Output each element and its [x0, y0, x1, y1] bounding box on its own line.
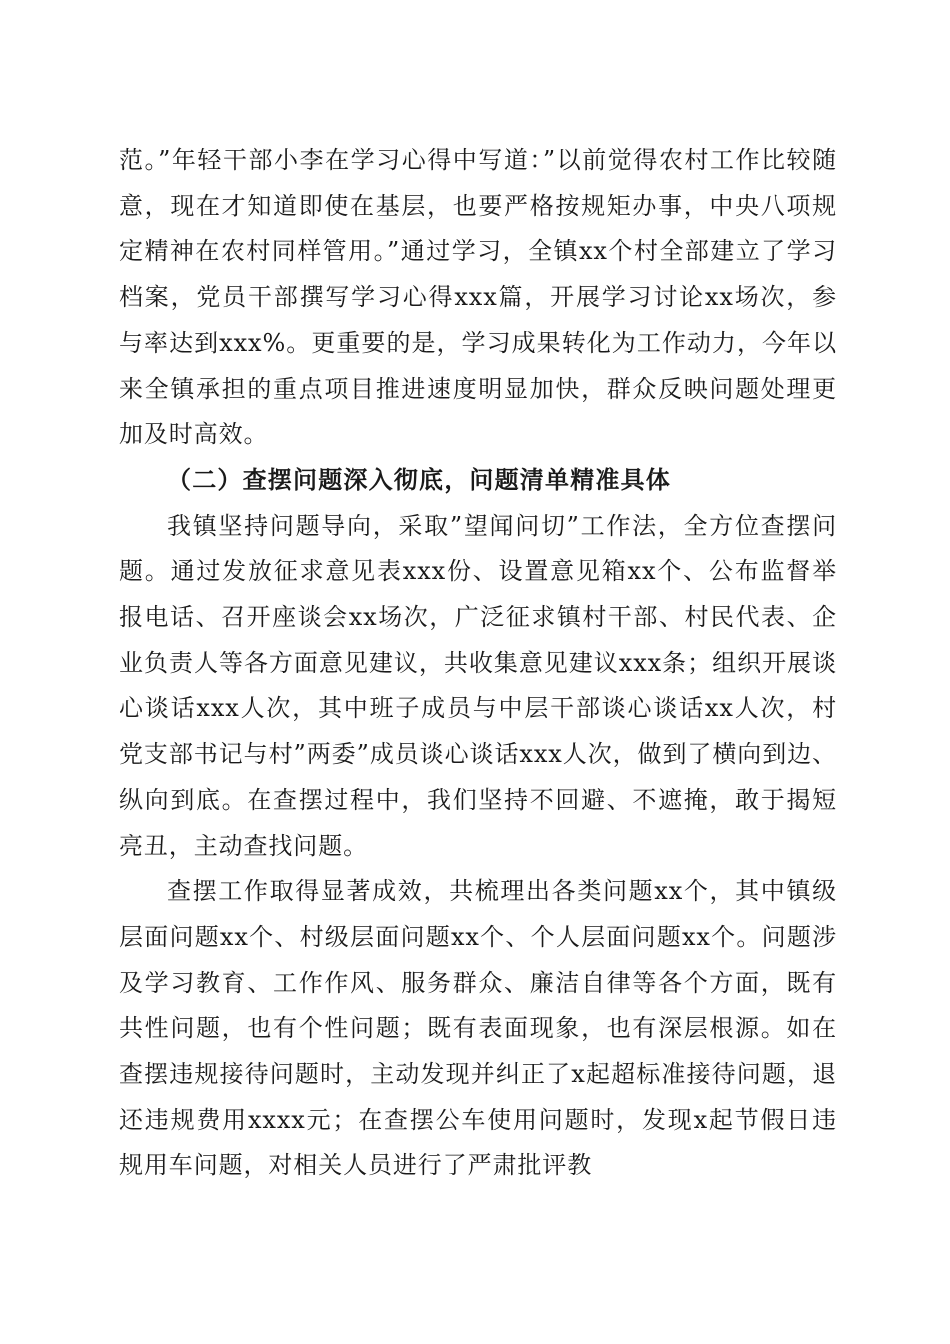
document-body	[119, 138, 837, 1189]
paragraph-continued: 范。”年轻干部小李在学习心得中写道：”以前觉得农村工作比较随意，现在才知道即使在基层，也要严格按规矩办事，中央八项规定精神在农村同样管用。”通过学习，全镇xx个村全部建立了学习档案，党员干部撰写学习心得xxx篇，开展学习讨论xx场次，参与率达到xxx%。更重要的是，学习成果转化为工作动力，今年以来全镇承担的重点项目推进速度明显加快，群众反映问题处理更加及时高效。	[119, 146, 837, 449]
paragraph-problem-finding: 我镇坚持问题导向，采取”望闻问切”工作法，全方位查摆问题。通过发放征求意见表xxx份、设置意见箱xx个、公布监督举报电话、召开座谈会xx场次，广泛征求镇村干部、村民代表、企业负责人等各方面意见建议，共收集意见建议xxx条；组织开展谈心谈话xxx人次，其中班子成员与中层干部谈心谈话xx人次，村党支部书记与村”两委”成员谈心谈话xxx人次，做到了横向到边、纵向到底。在查摆过程中，我们坚持不回避、不遮掩，敢于揭短亮丑，主动查找问题。	[119, 511, 837, 860]
paragraph-problem-results: 查摆工作取得显著成效，共梳理出各类问题xx个，其中镇级层面问题xx个、村级层面问题xx个、个人层面问题xx个。问题涉及学习教育、工作作风、服务群众、廉洁自律等各个方面，既有共性问题，也有个性问题；既有表面现象，也有深层根源。如在查摆违规接待问题时，主动发现并纠正了x起超标准接待问题，退还违规费用xxxx元；在查摆公车使用问题时，发现x起节假日违规用车问题，对相关人员进行了严肃批评教	[119, 877, 837, 1180]
section-heading: （二）查摆问题深入彻底，问题清单精准具体	[167, 465, 671, 494]
